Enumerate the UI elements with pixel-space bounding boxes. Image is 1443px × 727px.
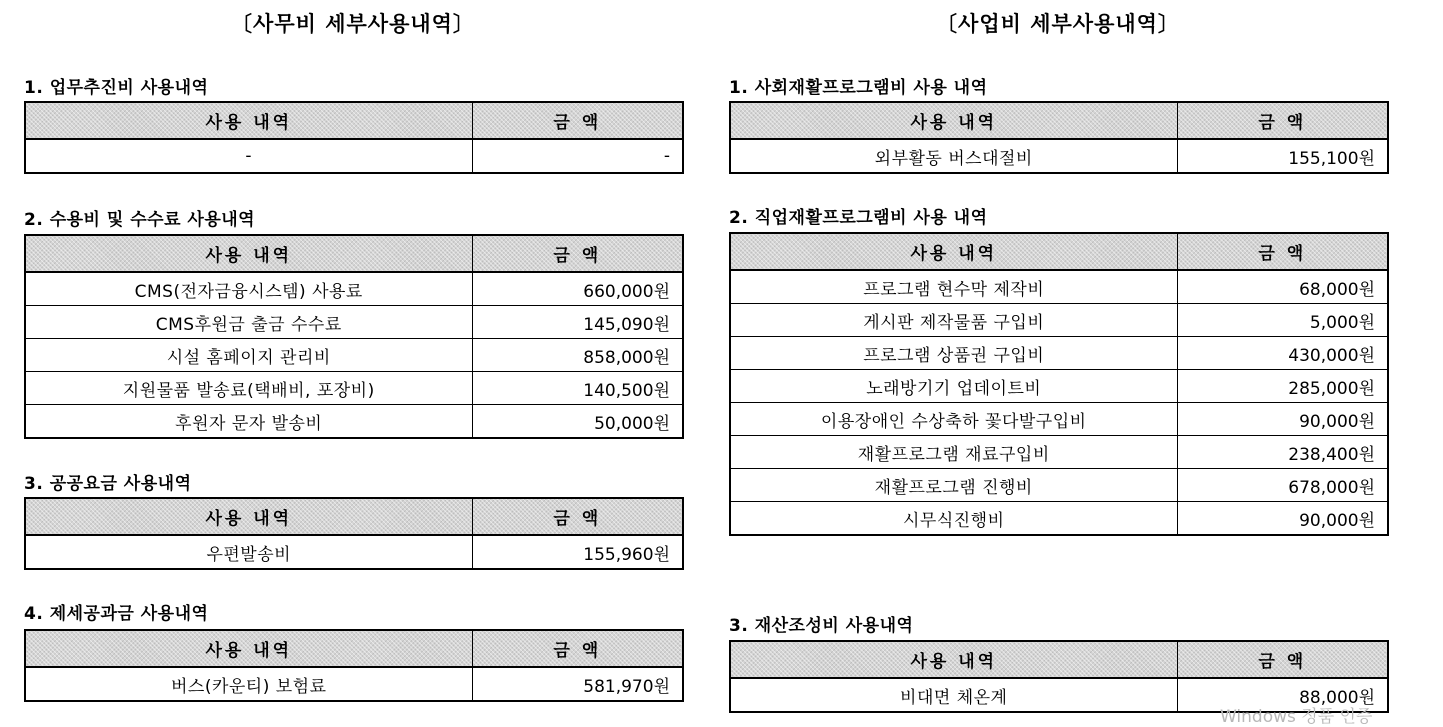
expense-amount: 155,100원 <box>1177 139 1388 173</box>
table-row <box>730 469 1388 502</box>
table-header-row <box>25 498 683 535</box>
expense-amount: 430,000원 <box>1177 337 1388 370</box>
table-row <box>730 502 1388 536</box>
expense-description: 프로그램 현수막 제작비 <box>730 270 1177 304</box>
expense-description: 지원물품 발송료(택배비, 포장비) <box>25 372 472 405</box>
section-title: 2. 직업재활프로그램비 사용 내역 <box>729 208 988 228</box>
expense-description: 시무식진행비 <box>730 502 1177 536</box>
table-header-row <box>730 102 1388 139</box>
expense-description: 시설 홈페이지 관리비 <box>25 339 472 372</box>
expense-amount: 678,000원 <box>1177 469 1388 502</box>
expense-table <box>24 234 684 439</box>
section-title: 1. 업무추진비 사용내역 <box>24 78 209 98</box>
description-header: 사용 내역 <box>25 235 472 272</box>
table-header-row <box>25 630 683 667</box>
expense-amount: 238,400원 <box>1177 436 1388 469</box>
expense-amount: 285,000원 <box>1177 370 1388 403</box>
expense-description: 재활프로그램 진행비 <box>730 469 1177 502</box>
expense-amount: 50,000원 <box>472 405 683 439</box>
expense-description: 게시판 제작물품 구입비 <box>730 304 1177 337</box>
section-title: 3. 재산조성비 사용내역 <box>729 616 914 636</box>
table-row <box>730 139 1388 173</box>
table-row <box>25 272 683 306</box>
table-row <box>25 405 683 439</box>
expense-description: 재활프로그램 재료구입비 <box>730 436 1177 469</box>
expense-description: 후원자 문자 발송비 <box>25 405 472 439</box>
table-row <box>25 306 683 339</box>
section-title: 2. 수용비 및 수수료 사용내역 <box>24 210 256 230</box>
table-row <box>730 304 1388 337</box>
table-row <box>730 436 1388 469</box>
table-row <box>25 535 683 569</box>
table-row <box>730 370 1388 403</box>
section-title: 4. 제세공과금 사용내역 <box>24 604 209 624</box>
expense-description: 비대면 체온계 <box>730 678 1177 712</box>
description-header: 사용 내역 <box>25 630 472 667</box>
amount-header: 금 액 <box>1177 233 1388 270</box>
table-header-row <box>25 102 683 139</box>
expense-amount: 5,000원 <box>1177 304 1388 337</box>
expense-amount: 155,960원 <box>472 535 683 569</box>
expense-amount: 858,000원 <box>472 339 683 372</box>
expense-amount: 140,500원 <box>472 372 683 405</box>
description-header: 사용 내역 <box>25 498 472 535</box>
table-row <box>730 337 1388 370</box>
expense-description: CMS(전자금융시스템) 사용료 <box>25 272 472 306</box>
section-title: 1. 사회재활프로그램비 사용 내역 <box>729 78 988 98</box>
expense-amount: 145,090원 <box>472 306 683 339</box>
expense-table <box>24 629 684 702</box>
expense-amount: 88,000원 <box>1177 678 1388 712</box>
section-title: 3. 공공요금 사용내역 <box>24 474 192 494</box>
table-row <box>25 139 683 173</box>
windows-activation-watermark: Windows 정품 인증 <box>1220 707 1373 727</box>
expense-amount: 660,000원 <box>472 272 683 306</box>
expense-amount: 90,000원 <box>1177 403 1388 436</box>
expense-amount: 581,970원 <box>472 667 683 701</box>
description-header: 사용 내역 <box>25 102 472 139</box>
expense-description: 프로그램 상품권 구입비 <box>730 337 1177 370</box>
expense-description: 버스(카운티) 보험료 <box>25 667 472 701</box>
table-header-row <box>730 641 1388 678</box>
description-header: 사용 내역 <box>730 102 1177 139</box>
expense-amount: 68,000원 <box>1177 270 1388 304</box>
table-row <box>25 339 683 372</box>
expense-description: 이용장애인 수상축하 꽃다발구입비 <box>730 403 1177 436</box>
amount-header: 금 액 <box>472 235 683 272</box>
amount-header: 금 액 <box>1177 641 1388 678</box>
description-header: 사용 내역 <box>730 641 1177 678</box>
expense-description: 우편발송비 <box>25 535 472 569</box>
expense-description: 외부활동 버스대절비 <box>730 139 1177 173</box>
expense-table <box>24 497 684 570</box>
project-expenses-title: 〔사업비 세부사용내역〕 <box>936 12 1180 36</box>
expense-description: CMS후원금 출금 수수료 <box>25 306 472 339</box>
expense-table <box>24 101 684 174</box>
expense-description: 노래방기기 업데이트비 <box>730 370 1177 403</box>
office-expenses-title: 〔사무비 세부사용내역〕 <box>231 12 475 36</box>
amount-header: 금 액 <box>1177 102 1388 139</box>
expense-amount: - <box>472 139 683 173</box>
amount-header: 금 액 <box>472 498 683 535</box>
amount-header: 금 액 <box>472 630 683 667</box>
table-header-row <box>25 235 683 272</box>
expense-table <box>729 101 1389 174</box>
description-header: 사용 내역 <box>730 233 1177 270</box>
table-row <box>25 372 683 405</box>
table-row <box>730 403 1388 436</box>
table-header-row <box>730 233 1388 270</box>
amount-header: 금 액 <box>472 102 683 139</box>
expense-description: - <box>25 139 472 173</box>
table-row <box>25 667 683 701</box>
table-row <box>730 270 1388 304</box>
expense-amount: 90,000원 <box>1177 502 1388 536</box>
expense-table <box>729 232 1389 536</box>
